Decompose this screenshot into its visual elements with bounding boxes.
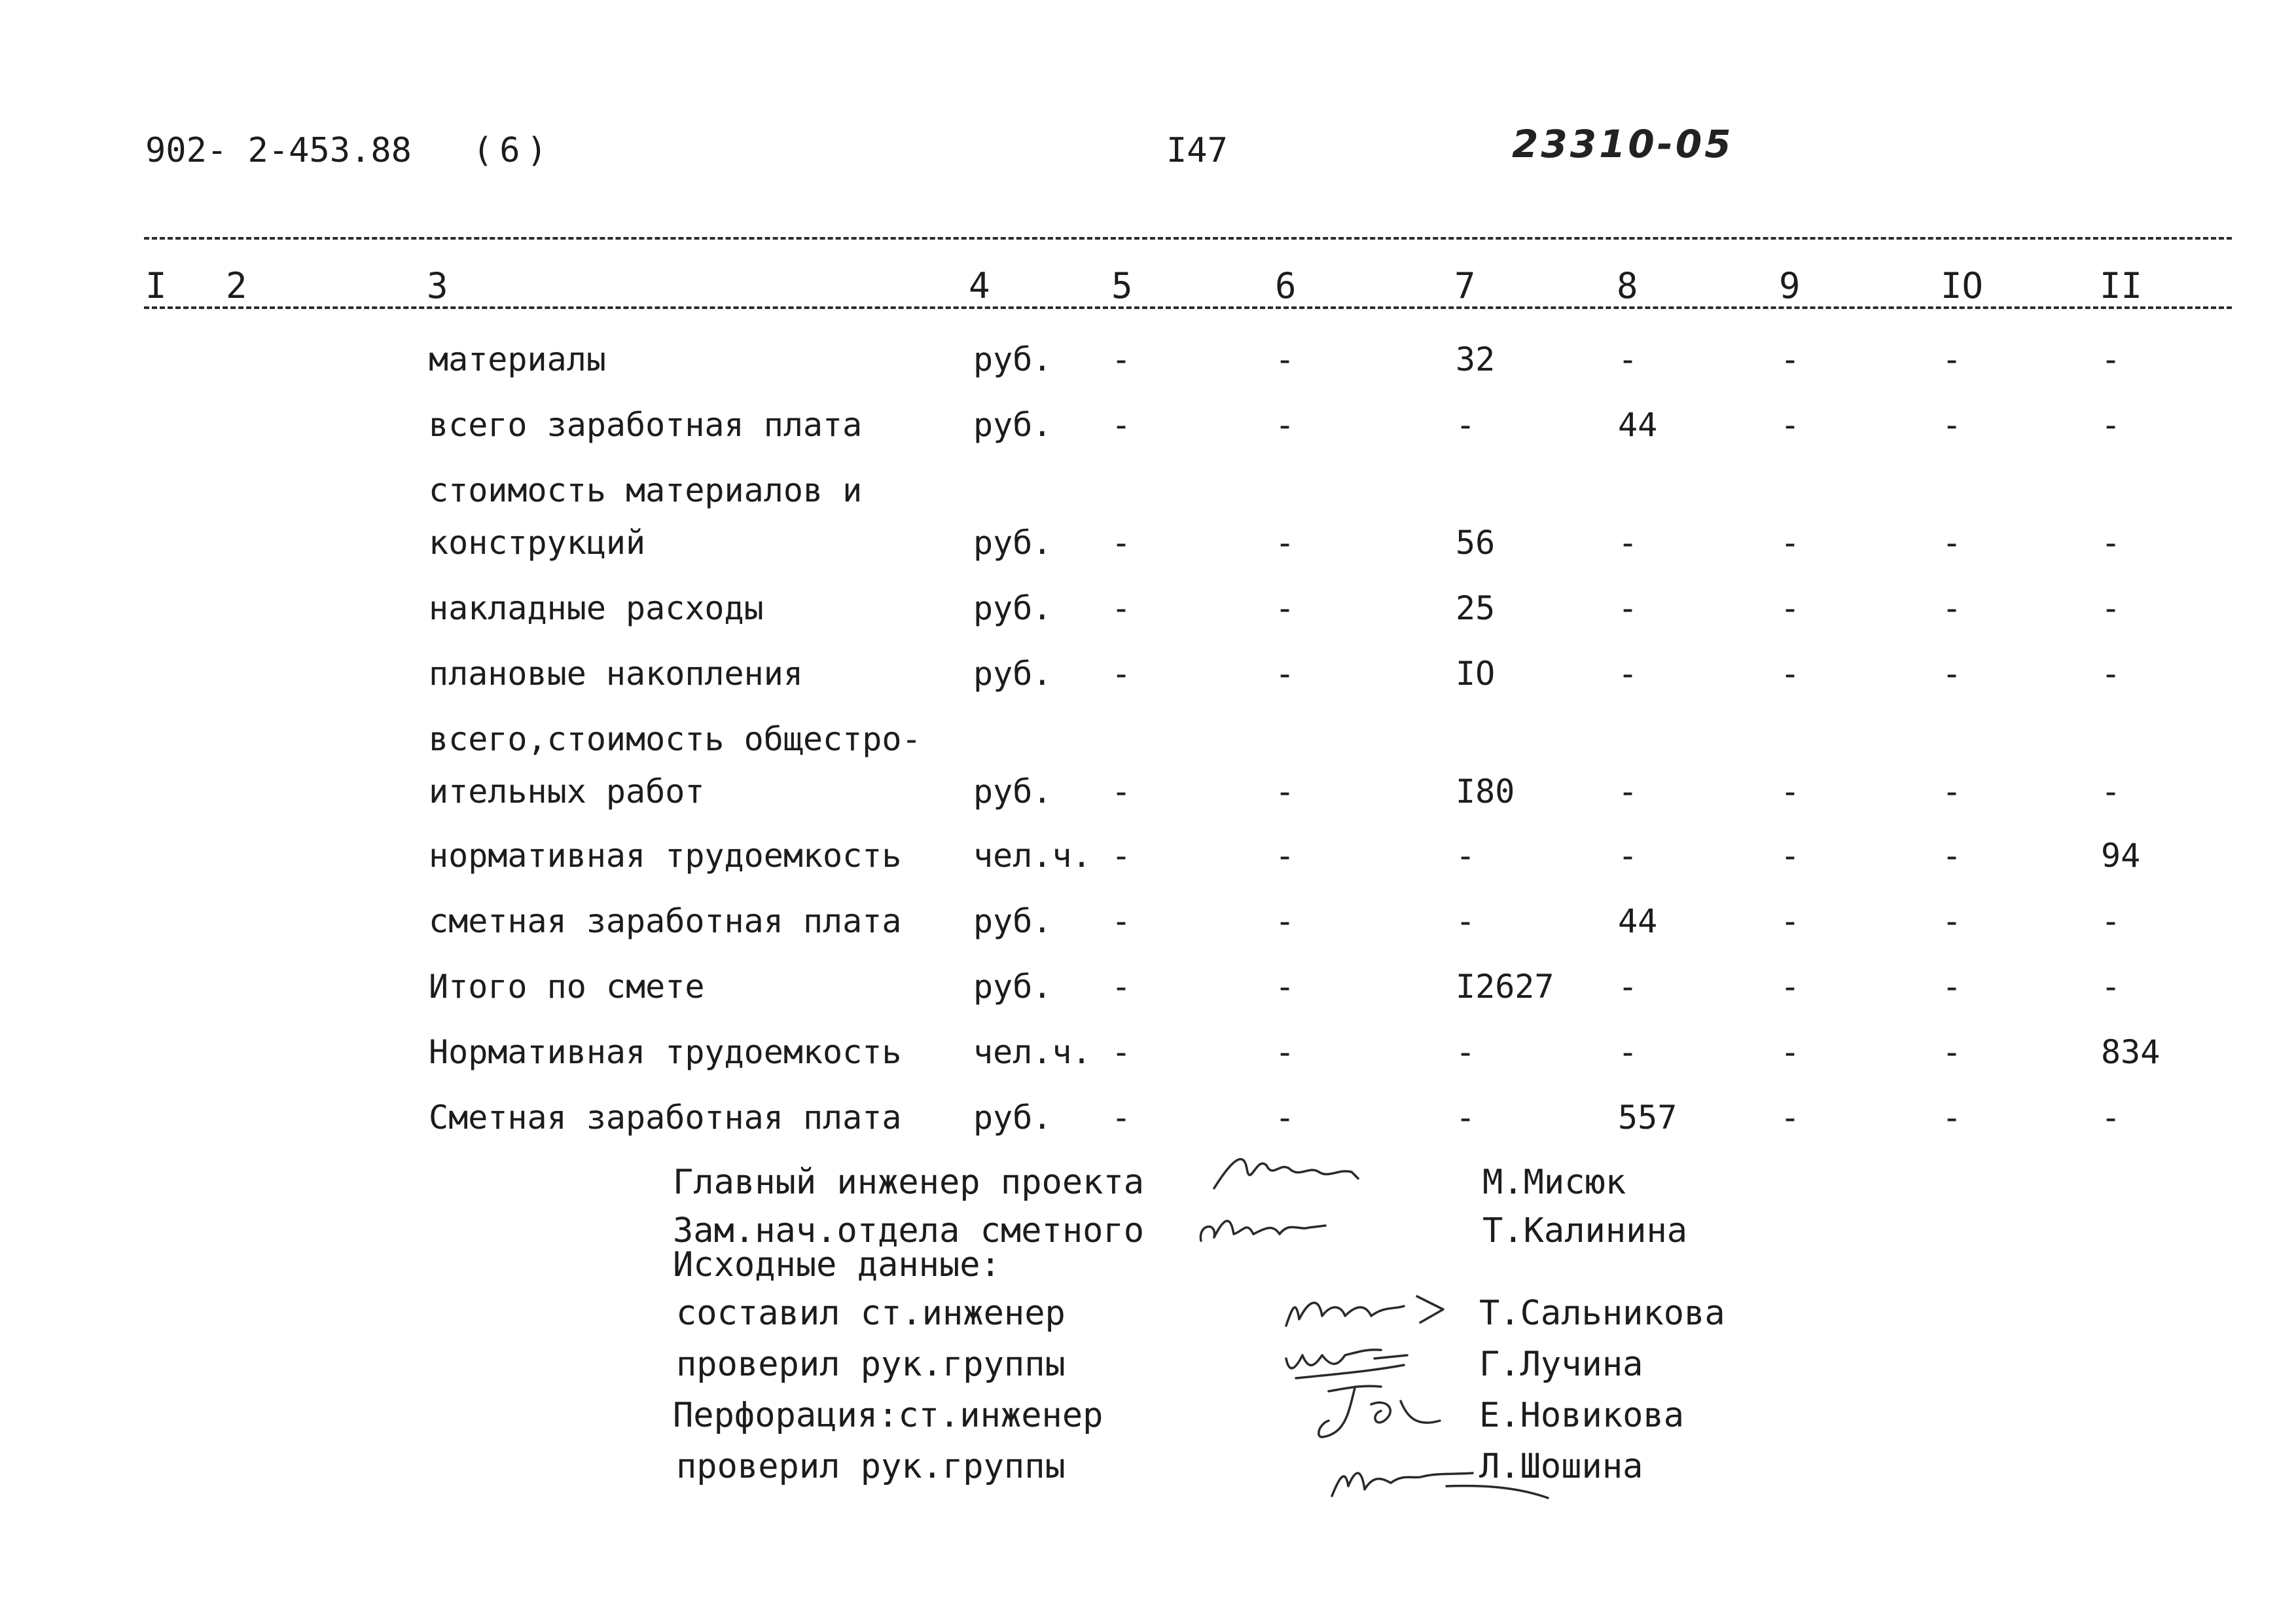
row-value-col-8: - xyxy=(1618,524,1638,562)
row-value-col-10: - xyxy=(1942,589,1962,627)
row-description: ительных работ xyxy=(429,773,705,811)
row-value-col-5: - xyxy=(1111,406,1132,444)
row-value-col-9: - xyxy=(1780,1033,1801,1071)
row-value-col-7: - xyxy=(1456,837,1476,875)
row-value-col-10: - xyxy=(1942,1033,1962,1071)
row-value-col-10: - xyxy=(1942,902,1962,940)
row-description: Итого по смете xyxy=(429,968,705,1006)
checked2-role: проверил рук.группы xyxy=(676,1447,1066,1486)
row-value-col-8: - xyxy=(1618,1033,1638,1071)
row-value-col-9: - xyxy=(1780,340,1801,378)
row-description: Сметная заработная плата xyxy=(429,1099,902,1137)
row-description: конструкций xyxy=(429,524,646,562)
row-value-col-6: - xyxy=(1275,902,1295,940)
row-value-col-11: - xyxy=(2101,340,2121,378)
row-value-col-6: - xyxy=(1275,773,1295,811)
row-value-col-9: - xyxy=(1780,902,1801,940)
column-number: I xyxy=(145,265,167,306)
checked-role: проверил рук.группы xyxy=(676,1345,1066,1384)
row-unit: руб. xyxy=(973,406,1052,444)
page-number: I47 xyxy=(1166,131,1228,170)
row-value-col-11: - xyxy=(2101,902,2121,940)
row-value-col-7: 32 xyxy=(1456,340,1496,378)
row-value-col-5: - xyxy=(1111,902,1132,940)
row-value-col-7: 25 xyxy=(1456,589,1496,627)
row-value-col-8: - xyxy=(1618,589,1638,627)
compiled-name: Т.Сальникова xyxy=(1479,1294,1725,1333)
row-value-col-7: - xyxy=(1456,902,1476,940)
column-number: 6 xyxy=(1275,265,1297,306)
row-value-col-5: - xyxy=(1111,524,1132,562)
row-value-col-9: - xyxy=(1780,406,1801,444)
row-value-col-5: - xyxy=(1111,968,1132,1006)
row-description: стоимость материалов и xyxy=(429,471,863,509)
row-value-col-5: - xyxy=(1111,837,1132,875)
column-number: 4 xyxy=(969,265,990,306)
row-value-col-11: - xyxy=(2101,655,2121,693)
column-number: 5 xyxy=(1111,265,1133,306)
column-number: II xyxy=(2100,265,2143,306)
column-number: 8 xyxy=(1617,265,1638,306)
table-top-rule xyxy=(144,237,2232,240)
row-value-col-8: - xyxy=(1618,968,1638,1006)
row-value-col-9: - xyxy=(1780,1099,1801,1137)
row-value-col-7: I80 xyxy=(1456,773,1515,811)
row-value-col-8: - xyxy=(1618,655,1638,693)
column-number: 2 xyxy=(226,265,247,306)
row-unit: руб. xyxy=(973,524,1052,562)
row-value-col-9: - xyxy=(1780,773,1801,811)
row-value-col-6: - xyxy=(1275,1033,1295,1071)
perforation-name: Е.Новикова xyxy=(1479,1396,1685,1435)
row-value-col-11: 834 xyxy=(2101,1033,2161,1071)
row-description: сметная заработная плата xyxy=(429,902,902,940)
row-unit: руб. xyxy=(973,589,1052,627)
column-number: 9 xyxy=(1779,265,1801,306)
row-value-col-11: 94 xyxy=(2101,837,2141,875)
row-value-col-8: - xyxy=(1618,340,1638,378)
row-value-col-10: - xyxy=(1942,340,1962,378)
row-value-col-11: - xyxy=(2101,524,2121,562)
signature-checked2 xyxy=(1322,1434,1558,1506)
row-value-col-10: - xyxy=(1942,1099,1962,1137)
inventory-number: 23310-05 xyxy=(1512,122,1734,166)
row-value-col-10: - xyxy=(1942,773,1962,811)
row-description: материалы xyxy=(429,340,606,378)
row-value-col-5: - xyxy=(1111,1099,1132,1137)
row-value-col-6: - xyxy=(1275,406,1295,444)
row-unit: руб. xyxy=(973,655,1052,693)
row-value-col-5: - xyxy=(1111,1033,1132,1071)
row-unit: руб. xyxy=(973,773,1052,811)
chief-engineer-role: Главный инженер проекта xyxy=(673,1163,1145,1202)
row-unit: руб. xyxy=(973,968,1052,1006)
deputy-name: Т.Калинина xyxy=(1482,1211,1688,1250)
table-header-rule xyxy=(144,306,2232,309)
checked-name: Г.Лучина xyxy=(1479,1345,1643,1384)
column-number: 3 xyxy=(427,265,448,306)
row-description: нормативная трудоемкость xyxy=(429,837,902,875)
row-value-col-9: - xyxy=(1780,968,1801,1006)
row-value-col-7: 56 xyxy=(1456,524,1496,562)
row-value-col-6: - xyxy=(1275,837,1295,875)
row-value-col-6: - xyxy=(1275,655,1295,693)
row-value-col-10: - xyxy=(1942,524,1962,562)
row-value-col-10: - xyxy=(1942,837,1962,875)
row-value-col-6: - xyxy=(1275,524,1295,562)
row-description: накладные расходы xyxy=(429,589,764,627)
column-number: 7 xyxy=(1454,265,1476,306)
document-part: (6) xyxy=(473,131,554,170)
row-value-col-10: - xyxy=(1942,406,1962,444)
checked2-name: Л.Шошина xyxy=(1479,1447,1643,1486)
row-value-col-5: - xyxy=(1111,773,1132,811)
row-unit: руб. xyxy=(973,902,1052,940)
row-description: всего заработная плата xyxy=(429,406,863,444)
row-value-col-11: - xyxy=(2101,773,2121,811)
signature-chief-engineer xyxy=(1211,1142,1368,1201)
row-value-col-5: - xyxy=(1111,589,1132,627)
row-value-col-9: - xyxy=(1780,655,1801,693)
row-unit: руб. xyxy=(973,340,1052,378)
row-value-col-7: IO xyxy=(1456,655,1496,693)
row-value-col-11: - xyxy=(2101,589,2121,627)
row-value-col-5: - xyxy=(1111,655,1132,693)
row-value-col-7: - xyxy=(1456,406,1476,444)
row-value-col-8: - xyxy=(1618,837,1638,875)
deputy-role: Зам.нач.отдела сметного xyxy=(673,1211,1145,1250)
row-value-col-6: - xyxy=(1275,968,1295,1006)
chief-engineer-name: М.Мисюк xyxy=(1482,1163,1626,1202)
row-value-col-8: 44 xyxy=(1618,406,1658,444)
row-value-col-9: - xyxy=(1780,837,1801,875)
row-value-col-7: - xyxy=(1456,1099,1476,1137)
row-description: всего,стоимость общестро- xyxy=(429,720,922,758)
row-description: Нормативная трудоемкость xyxy=(429,1033,902,1071)
row-value-col-11: - xyxy=(2101,406,2121,444)
row-value-col-5: - xyxy=(1111,340,1132,378)
row-value-col-6: - xyxy=(1275,589,1295,627)
row-value-col-7: I2627 xyxy=(1456,968,1554,1006)
row-description: плановые накопления xyxy=(429,655,803,693)
row-unit: руб. xyxy=(973,1099,1052,1137)
row-value-col-11: - xyxy=(2101,1099,2121,1137)
row-value-col-7: - xyxy=(1456,1033,1476,1071)
row-value-col-11: - xyxy=(2101,968,2121,1006)
row-unit: чел.ч. xyxy=(973,837,1092,875)
row-value-col-10: - xyxy=(1942,655,1962,693)
row-value-col-8: 44 xyxy=(1618,902,1658,940)
perforation-role: Перфорация:ст.инженер xyxy=(673,1396,1103,1435)
row-value-col-10: - xyxy=(1942,968,1962,1006)
signature-deputy xyxy=(1194,1205,1352,1250)
column-number: IO xyxy=(1941,265,1984,306)
compiled-role: составил ст.инженер xyxy=(676,1294,1066,1333)
row-value-col-9: - xyxy=(1780,589,1801,627)
row-value-col-6: - xyxy=(1275,1099,1295,1137)
row-value-col-8: 557 xyxy=(1618,1099,1677,1137)
document-code: 902- 2-453.88 xyxy=(145,131,412,170)
row-value-col-9: - xyxy=(1780,524,1801,562)
source-data-label: Исходные данные: xyxy=(673,1245,1001,1285)
row-value-col-6: - xyxy=(1275,340,1295,378)
row-value-col-8: - xyxy=(1618,773,1638,811)
row-unit: чел.ч. xyxy=(973,1033,1092,1071)
